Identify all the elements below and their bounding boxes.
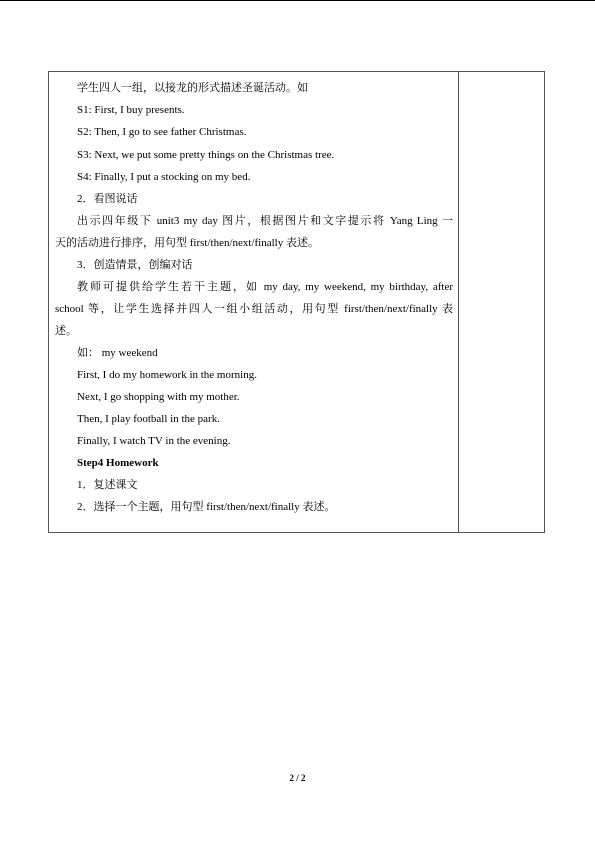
- text-line: S2: Then, I go to see father Christmas.: [77, 126, 247, 138]
- lesson-table: [48, 71, 545, 533]
- text-line: S1: First, I buy presents.: [77, 104, 185, 116]
- example-label: 如： my weekend: [77, 347, 158, 359]
- text-line: Then, I play football in the park.: [77, 413, 220, 425]
- top-rule: [0, 0, 595, 1]
- text-line: 1．复述课文: [77, 479, 138, 491]
- text-line: Finally, I watch TV in the evening.: [77, 435, 231, 447]
- section-heading: 3．创造情景，创编对话: [77, 259, 193, 271]
- lesson-content-cell: [49, 72, 459, 532]
- notes-cell: [459, 72, 544, 532]
- text-line: S3: Next, we put some pretty things on the Christmas tree.: [77, 149, 335, 161]
- page-number: 2 / 2: [289, 773, 306, 783]
- step-heading: Step4 Homework: [77, 457, 159, 469]
- text-line: First, I do my homework in the morning.: [77, 369, 257, 381]
- text-line: 教师可提供给学生若干主题，如 my day, my weekend, my birthday, after: [77, 281, 453, 293]
- text-line: 学生四人一组，以接龙的形式描述圣诞活动。如: [77, 82, 308, 94]
- text-line: Next, I go shopping with my mother.: [77, 391, 240, 403]
- section-heading: 2．看图说话: [77, 193, 138, 205]
- text-line: 出示四年级下 unit3 my day 图片，根据图片和文字提示将 Yang Ling 一: [77, 215, 453, 227]
- text-line: 述。: [55, 325, 77, 337]
- text-line: 天的活动进行排序，用句型 first/then/next/finally 表述。: [55, 237, 319, 249]
- text-line: 2．选择一个主题，用句型 first/then/next/finally 表述。: [77, 501, 336, 513]
- text-line: S4: Finally, I put a stocking on my bed.: [77, 171, 251, 183]
- text-line: school 等，让学生选择并四人一组小组活动，用句型 first/then/next/finally 表: [55, 303, 453, 315]
